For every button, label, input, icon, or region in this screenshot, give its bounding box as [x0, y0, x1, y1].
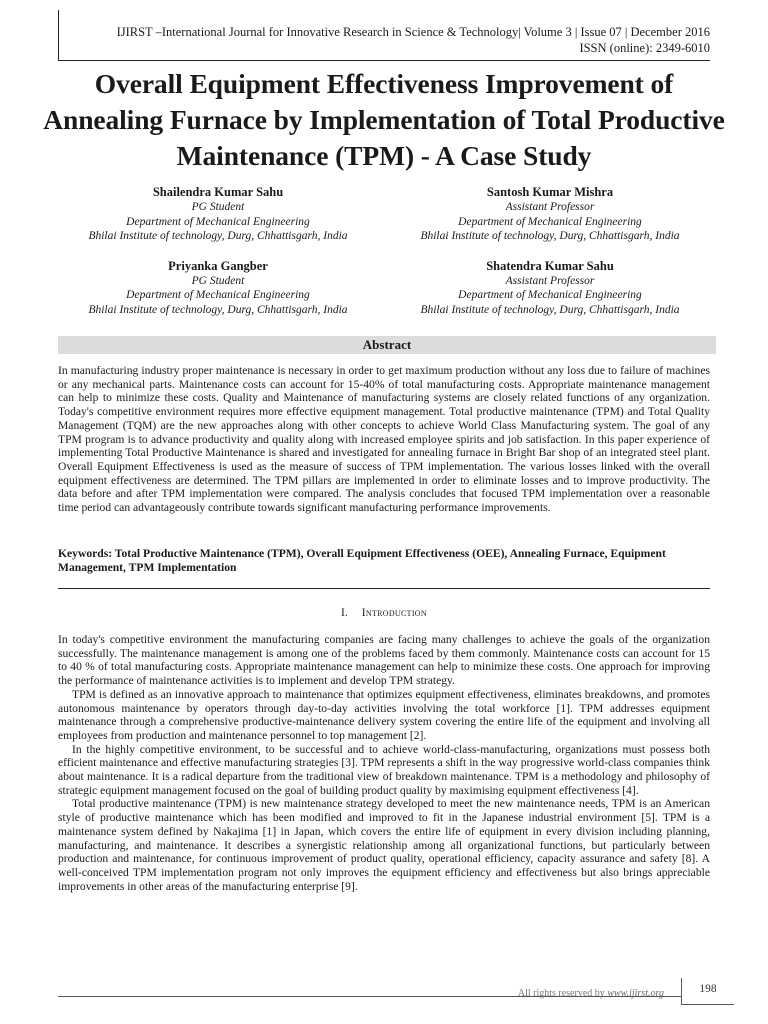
footer-rights-text: All rights reserved by	[517, 988, 605, 999]
keywords: Keywords: Total Productive Maintenance (TPM), Overall Equipment Effectiveness (OEE), Annealing Furnace, Equipment Management, TPM Implementation	[58, 547, 666, 574]
author-institute: Bhilai Institute of technology, Durg, Chhattisgarh, India	[88, 230, 348, 243]
author-role: Assistant Professor	[505, 274, 595, 287]
author-row	[52, 258, 716, 318]
body-paragraph: In today's competitive environment the manufacturing companies are facing many challenges to achieve the goals of the organization successfully. The maintenance management is among one of the problems faced by them commonly. Maintenance costs can account for 15 to 40 % of total manufacturing costs. Appropriate maintenance management can help to minimize these costs. One approach for improving the performance of maintenance activities is to implement and develop TPM strategy.	[58, 633, 710, 688]
author-card	[52, 258, 384, 318]
author-role: Assistant Professor	[505, 201, 595, 213]
paper-title: Overall Equipment Effectiveness Improvement of Annealing Furnace by Implementation of Total Productive Maintenance (TPM) - A Case Study	[43, 68, 725, 171]
body-paragraph: Total productive maintenance (TPM) is new maintenance strategy developed to meet the new maintenance needs, TPM is an American style of productive maintenance which has been modified and improved to fit in the Japanese industrial environment [5]. TPM is a maintenance system defined by Nakajima [1] in Japan, which covers the entire life of equipment in every division including planning, manufacturing, and maintenance. It describes a synergistic relationship among all organizational functions, but particularly between production and maintenance, for continuous improvement of product quality, operational efficiency, capacity assurance and safety [8]. A well-conceived TPM implementation program not only improves the equipment efficiency and effectiveness but also brings appreciable improvements in other areas of the manufacturing enterprise [9].	[58, 797, 710, 893]
introduction-body	[58, 633, 710, 893]
journal-header	[70, 24, 710, 56]
author-department: Department of Mechanical Engineering	[126, 215, 310, 228]
journal-line: IJIRST –International Journal for Innovative Research in Science & Technology| Volume 3 | Issue 07 | December 2016	[116, 25, 710, 39]
author-role: PG Student	[191, 201, 245, 213]
author-name: Santosh Kumar Mishra	[486, 185, 614, 199]
author-name: Priyanka Gangber	[168, 258, 268, 273]
header-rule	[58, 60, 710, 61]
author-institute: Bhilai Institute of technology, Durg, Chhattisgarh, India	[88, 303, 348, 316]
author-role: PG Student	[191, 274, 245, 287]
issn-line: ISSN (online): 2349-6010	[579, 41, 710, 55]
footer-url[interactable]: www.ijirst.org	[607, 988, 664, 999]
authors-block	[52, 184, 716, 332]
author-row	[52, 184, 716, 244]
footer-rights	[518, 988, 664, 999]
author-department: Department of Mechanical Engineering	[126, 289, 310, 302]
section-heading	[58, 606, 710, 620]
header-corner-mark	[34, 10, 59, 60]
author-card	[384, 258, 716, 318]
author-department: Department of Mechanical Engineering	[458, 215, 642, 228]
section-title: Introduction	[361, 607, 427, 619]
author-department: Department of Mechanical Engineering	[458, 289, 642, 302]
author-name: Shailendra Kumar Sahu	[152, 185, 284, 199]
author-card	[384, 184, 716, 244]
body-paragraph: TPM is defined as an innovative approach to maintenance that optimizes equipment effectiveness, eliminates breakdowns, and promotes autonomous maintenance by operators through day-to-day activities involving the total workforce [1]. TPM addresses equipment maintenance through a comprehensive productive-maintenance delivery system covering the entire life of the equipment and involving all employees from production and maintenance personnel to top management [2].	[58, 687, 710, 742]
abstract-heading: Abstract	[58, 336, 716, 354]
author-institute: Bhilai Institute of technology, Durg, Chhattisgarh, India	[420, 303, 680, 316]
abstract-rule	[58, 588, 710, 589]
author-name: Shatendra Kumar Sahu	[486, 258, 614, 273]
page-number: 198	[681, 978, 734, 1005]
abstract-text: In manufacturing industry proper maintenance is necessary in order to get maximum production without any loss due to failure of machines or any mechanical parts. Maintenance costs can account for 15-40% of total manufacturing costs. Appropriate maintenance management can help to minimize these costs. Quality and Maintenance of manufacturing systems are closely related functions of any organization. Today's competitive environment requires more effective equipment management. Total productive maintenance (TPM) and Total Quality Management (TQM) are the new approaches along with other concepts to achieve World Class Manufacturing system. The goal of any TPM program is to advance productivity and quality along with increased employee spirits and job satisfaction. In this paper experience of implementing Total Productive Maintenance is shared and investigated for annealing furnace in Bright Bar shop of an integrated steel plant. Overall Equipment Effectiveness is used as the measure of success of TPM implementation. The various losses linked with the overall equipment effectiveness are determined. The TPM pillars are implemented in order to eliminate losses and to improve productivity. The data before and after TPM implementation were compared. The analysis concludes that focused TPM implementation over a reasonable time period can advantageously contribute towards significant manufacturing performance improvements.	[58, 364, 710, 515]
body-paragraph: In the highly competitive environment, to be successful and to achieve world-class-manufacturing, organizations must possess both efficient maintenance and effective manufacturing strategies [3]. TPM represents a shift in the way progressive world-class companies think about maintenance. It is a radical departure from the traditional view of breakdown maintenance. TPM is a methodology and philosophy of strategic equipment management focused on the goal of building product quality by maximising equipment effectiveness [4].	[58, 742, 710, 797]
author-card	[52, 184, 384, 244]
author-institute: Bhilai Institute of technology, Durg, Chhattisgarh, India	[420, 230, 680, 243]
section-number: I.	[341, 607, 348, 619]
